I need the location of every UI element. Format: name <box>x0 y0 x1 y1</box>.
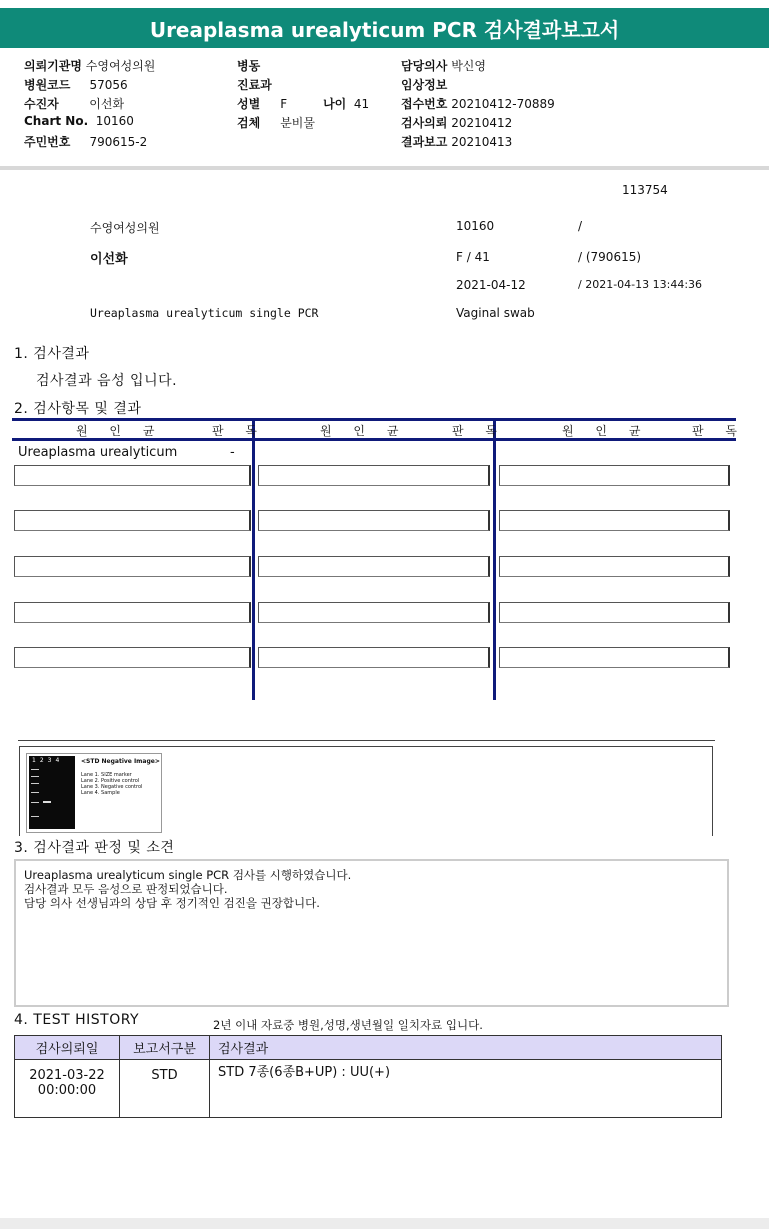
history-table <box>14 1035 722 1118</box>
report-id-number: 113754 <box>622 183 668 197</box>
gel-lanes-panel <box>29 756 75 829</box>
cell-r4-c1 <box>14 602 251 623</box>
rrn-label: 주민번호 <box>24 135 71 149</box>
col-judgement-1: 판 독 <box>212 424 266 438</box>
positive-control-band <box>43 801 51 803</box>
lane-3-label: 3 <box>47 757 56 764</box>
gel-title: <STD Negative Image> <box>81 758 160 765</box>
gel-legend-item: Lane 3. Negative control <box>81 784 143 790</box>
grid-divider-1 <box>252 418 255 700</box>
cell-r3-c1 <box>14 556 251 577</box>
header-col1 <box>24 57 155 152</box>
gel-legend-item: Lane 1. SIZE marker <box>81 772 132 778</box>
gel-legend-item: Lane 2. Positive control <box>81 778 140 784</box>
gel-image <box>26 753 162 833</box>
gel-legend <box>81 772 142 796</box>
marker-band <box>31 802 39 803</box>
report-date-label: 결과보고 <box>401 135 448 149</box>
gel-top-rule <box>18 740 715 741</box>
sex-value: F <box>280 97 288 111</box>
grid-top-rule <box>12 418 736 421</box>
cell-r3-c2 <box>258 556 490 577</box>
rrn-value: 790615-2 <box>89 135 148 149</box>
sex-label: 성별 <box>237 97 261 111</box>
col-judgement-3: 판 독 <box>692 424 746 438</box>
opinion-box <box>14 859 729 1007</box>
specimen-value: 분비물 <box>280 116 315 130</box>
cell-r2-c2 <box>258 510 490 531</box>
history-note: 2년 이내 자료중 병원,성명,생년월일 일치자료 입니다. <box>213 1018 483 1032</box>
marker-band <box>31 776 39 777</box>
gel-lane-numbers <box>32 757 63 764</box>
receipt-no-label: 접수번호 <box>401 97 448 111</box>
hospital-code-value: 57056 <box>89 78 128 92</box>
clinical-info-label: 임상정보 <box>401 78 448 92</box>
request-date-label: 검사의뢰 <box>401 116 448 130</box>
chart-no-label: Chart No. <box>24 114 89 128</box>
info-slash: / <box>578 219 583 233</box>
history-col-type: 보고서구분 <box>120 1036 210 1060</box>
info-test-name: Ureaplasma urealyticum single PCR <box>90 306 319 320</box>
chart-no-value: 10160 <box>95 114 134 128</box>
lane-1-label: 1 <box>32 757 40 764</box>
col-pathogen-2: 원 인 균 <box>320 424 408 438</box>
section2-heading: 2. 검사항목 및 결과 <box>14 401 142 417</box>
receipt-no-value: 20210412-70889 <box>451 97 555 111</box>
specimen-label: 검체 <box>237 116 261 130</box>
first-row-result: - <box>230 445 235 460</box>
hospital-name-value: 수영여성의원 <box>85 59 156 73</box>
lane-4-label: 4 <box>55 757 64 764</box>
header-col2 <box>237 57 369 133</box>
cell-r2-c3 <box>499 510 730 531</box>
cell-r4-c3 <box>499 602 730 623</box>
history-type: STD <box>120 1060 210 1118</box>
request-date-value: 20210412 <box>451 116 513 130</box>
history-col-result: 검사결과 <box>210 1036 722 1060</box>
hospital-name-label: 의뢰기관명 <box>24 59 82 73</box>
report-date-value: 20210413 <box>451 135 513 149</box>
cell-r1-c1 <box>14 465 251 486</box>
page-footer-band <box>0 1218 769 1229</box>
ward-label: 병동 <box>237 59 261 73</box>
cell-r5-c1 <box>14 647 251 668</box>
patient-value: 이선화 <box>89 97 125 111</box>
opinion-line: 담당 의사 선생님과의 상담 후 정기적인 검진을 권장합니다. <box>24 896 320 910</box>
history-date: 2021-03-22 <box>29 1068 105 1083</box>
cell-r2-c1 <box>14 510 251 531</box>
opinion-line: 검사결과 모두 음성으로 판정되었습니다. <box>24 882 228 896</box>
table-row <box>15 1060 722 1118</box>
info-rrn: / (790615) <box>578 250 642 264</box>
col-judgement-2: 판 독 <box>452 424 506 438</box>
info-specimen: Vaginal swab <box>456 306 535 320</box>
header-col3 <box>401 57 555 152</box>
opinion-line: Ureaplasma urealyticum single PCR 검사를 시행하였습니다. <box>24 868 352 882</box>
section4-heading: 4. TEST HISTORY <box>14 1012 140 1028</box>
gel-legend-item: Lane 4. Sample <box>81 790 120 796</box>
history-result: STD 7종(6종B+UP) : UU(+) <box>210 1060 722 1118</box>
age-value: 41 <box>353 97 370 111</box>
first-row-pathogen: Ureaplasma urealyticum <box>18 445 178 460</box>
marker-band <box>31 816 39 817</box>
cell-r4-c2 <box>258 602 490 623</box>
cell-r5-c2 <box>258 647 490 668</box>
header-divider <box>0 166 769 170</box>
history-col-date: 검사의뢰일 <box>15 1036 120 1060</box>
marker-band <box>31 792 39 793</box>
marker-band <box>31 783 39 784</box>
report-title: Ureaplasma urealyticum PCR 검사결과보고서 <box>0 8 769 48</box>
lane-2-label: 2 <box>39 757 48 764</box>
info-clinic: 수영여성의원 <box>90 221 160 235</box>
grid-divider-2 <box>493 418 496 700</box>
section3-heading: 3. 검사결과 판정 및 소견 <box>14 840 175 856</box>
col-pathogen-3: 원 인 균 <box>562 424 650 438</box>
info-sex-age: F / 41 <box>456 250 490 264</box>
doctor-label: 담당의사 <box>401 59 448 73</box>
history-date-cell <box>15 1060 120 1118</box>
cell-r5-c3 <box>499 647 730 668</box>
dept-label: 진료과 <box>237 78 272 92</box>
section1-result-text: 검사결과 음성 입니다. <box>36 373 178 389</box>
patient-label: 수진자 <box>24 97 59 111</box>
age-label: 나이 <box>323 97 347 111</box>
cell-r3-c3 <box>499 556 730 577</box>
results-grid <box>12 418 746 700</box>
cell-r1-c2 <box>258 465 490 486</box>
info-chart: 10160 <box>456 219 495 233</box>
cell-r1-c3 <box>499 465 730 486</box>
info-report-datetime: / 2021-04-13 13:44:36 <box>578 278 703 291</box>
doctor-value: 박신영 <box>451 59 486 73</box>
marker-band <box>31 769 39 770</box>
history-header-row <box>15 1036 722 1060</box>
info-patient: 이선화 <box>90 252 128 267</box>
hospital-code-label: 병원코드 <box>24 78 71 92</box>
info-request-date: 2021-04-12 <box>456 278 526 292</box>
section1-heading: 1. 검사결과 <box>14 346 90 362</box>
history-time: 00:00:00 <box>37 1083 97 1098</box>
col-pathogen-1: 원 인 균 <box>76 424 164 438</box>
